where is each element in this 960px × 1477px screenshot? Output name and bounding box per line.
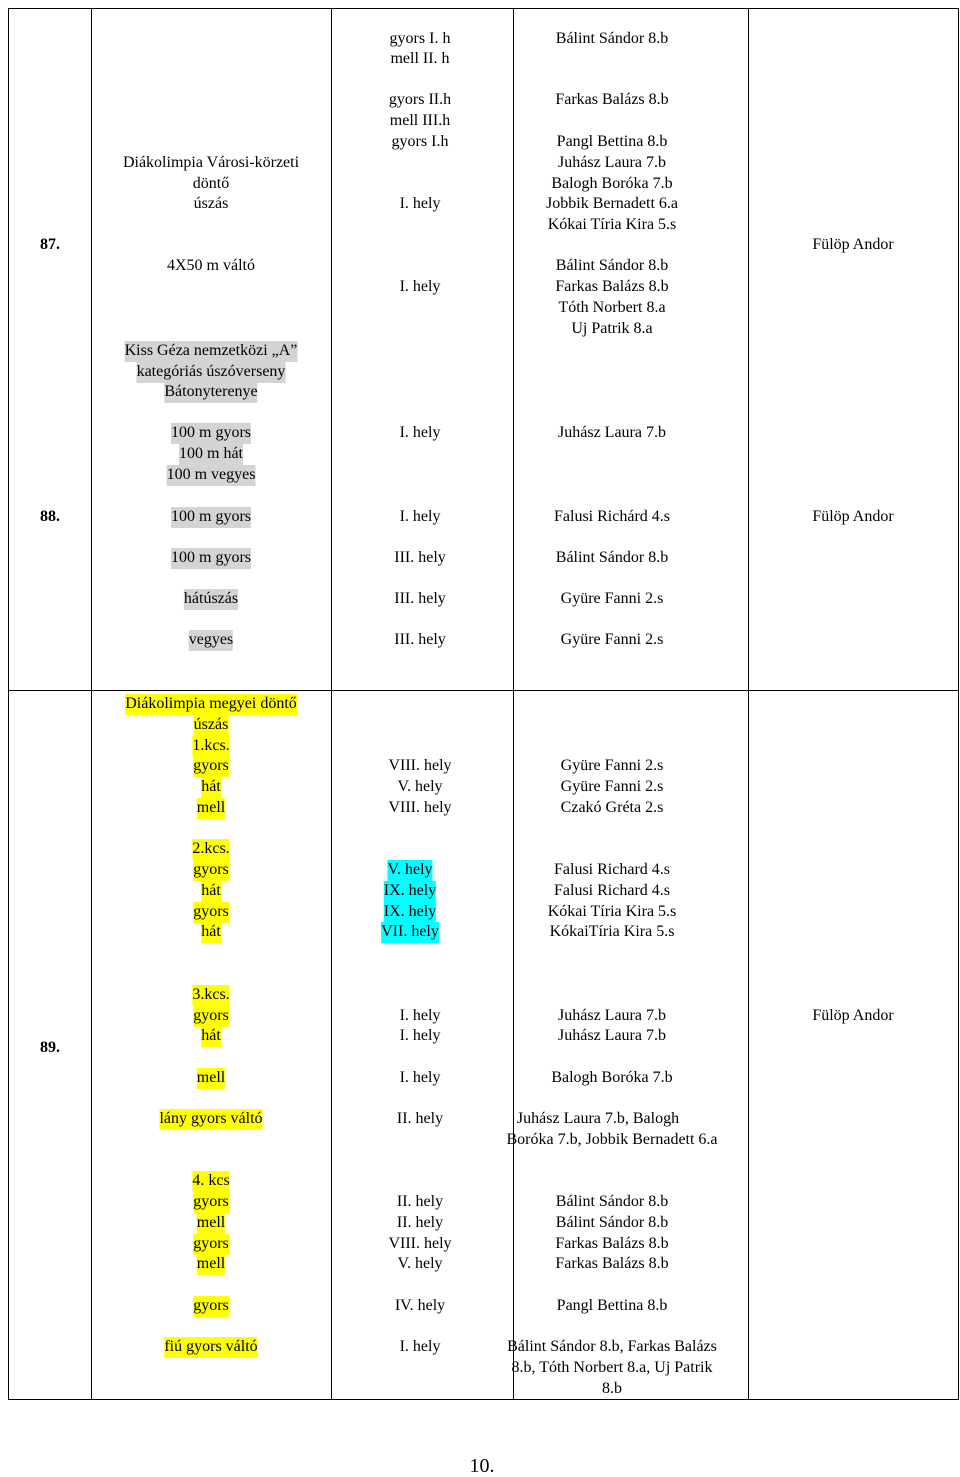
- student-name: Bálint Sándor 8.b: [555, 30, 669, 47]
- result-place: VIII. hely: [388, 757, 452, 774]
- event-name: mell: [197, 1213, 225, 1234]
- student-name: Pangl Bettina 8.b: [556, 1297, 668, 1314]
- column-divider: [513, 8, 514, 1400]
- student-name: Farkas Balázs 8.b: [555, 278, 669, 295]
- result-place: I. hely: [399, 508, 441, 525]
- row-divider: [8, 690, 959, 691]
- event-name: úszás: [193, 195, 229, 212]
- event-name: hátúszás: [184, 589, 238, 610]
- result-place: I. hely: [399, 1338, 441, 1355]
- event-name: gyors: [193, 860, 229, 881]
- student-name: Uj Patrik 8.a: [571, 320, 653, 337]
- event-name: hát: [201, 881, 221, 902]
- event-name: hát: [201, 777, 221, 798]
- student-name: Juhász Laura 7.b: [558, 154, 666, 171]
- event-name: Diákolimpia megyei döntő: [125, 694, 297, 715]
- entry-number: 87.: [40, 236, 60, 253]
- student-name: Gyüre Fanni 2.s: [560, 631, 664, 648]
- table-border-right: [958, 8, 959, 1400]
- entry-number: 88.: [40, 508, 60, 525]
- student-name: Bálint Sándor 8.b, Farkas Balázs: [507, 1338, 717, 1355]
- student-name: Czakó Gréta 2.s: [560, 799, 664, 816]
- event-name: 100 m gyors: [171, 423, 251, 444]
- event-name: mell: [197, 1068, 225, 1089]
- result-place: II. hely: [396, 1110, 444, 1127]
- student-name: Juhász Laura 7.b, Balogh: [516, 1110, 680, 1127]
- teacher-name: Fülöp Andor: [812, 508, 894, 525]
- result-place: VIII. hely: [388, 1235, 452, 1252]
- student-name: Kókai Tíria Kira 5.s: [547, 216, 677, 233]
- result-place: I. hely: [399, 1007, 441, 1024]
- teacher-name: Fülöp Andor: [812, 236, 894, 253]
- result-place: II. hely: [396, 1193, 444, 1210]
- event-name: 4. kcs: [192, 1171, 229, 1192]
- student-name: Falusi Richard 4.s: [554, 861, 670, 878]
- event-name: döntő: [192, 175, 230, 192]
- event-name: 100 m hát: [179, 444, 243, 465]
- event-name: úszás: [194, 715, 229, 736]
- event-name: mell: [197, 798, 225, 819]
- student-name: Jobbik Bernadett 6.a: [546, 195, 678, 212]
- event-name: hát: [201, 1026, 221, 1047]
- table-border-bottom: [8, 1399, 959, 1400]
- student-name: Boróka 7.b, Jobbik Bernadett 6.a: [506, 1131, 718, 1148]
- event-name: 3.kcs.: [192, 985, 229, 1006]
- event-name: 100 m gyors: [171, 548, 251, 569]
- result-place: I. hely: [399, 278, 441, 295]
- entry-number: 89.: [40, 1039, 60, 1056]
- result-place: V. hely: [397, 1255, 443, 1272]
- result-place: I. hely: [399, 1069, 441, 1086]
- result-place: gyors II.h: [388, 91, 452, 108]
- result-place: II. hely: [396, 1214, 444, 1231]
- event-name: Kiss Géza nemzetközi „A”: [125, 341, 298, 362]
- result-place: III. hely: [394, 590, 446, 607]
- event-name: gyors: [193, 756, 229, 777]
- student-name: Bálint Sándor 8.b: [555, 549, 669, 566]
- student-name: Farkas Balázs 8.b: [555, 1255, 669, 1272]
- event-name: 2.kcs.: [192, 839, 229, 860]
- result-place: I. hely: [399, 1027, 441, 1044]
- result-place: VII. hely: [381, 922, 439, 943]
- result-place: III. hely: [394, 549, 446, 566]
- event-name: 4X50 m váltó: [167, 257, 255, 274]
- result-place: mell III.h: [389, 112, 451, 129]
- student-name: Falusi Richard 4.s: [554, 882, 670, 899]
- student-name: KókaiTíria Kira 5.s: [549, 923, 675, 940]
- student-name: Juhász Laura 7.b: [558, 1027, 666, 1044]
- student-name: Farkas Balázs 8.b: [555, 91, 669, 108]
- student-name: 8.b, Tóth Norbert 8.a, Uj Patrik: [511, 1359, 713, 1376]
- student-name: Juhász Laura 7.b: [558, 1007, 666, 1024]
- column-divider: [331, 8, 332, 1400]
- table-border-top: [8, 8, 959, 9]
- event-name: lány gyors váltó: [159, 1109, 262, 1130]
- event-name: vegyes: [189, 630, 233, 651]
- student-name: Bálint Sándor 8.b: [555, 1214, 669, 1231]
- result-place: I. hely: [399, 195, 441, 212]
- student-name: Balogh Boróka 7.b: [551, 175, 673, 192]
- event-name: gyors: [193, 1192, 229, 1213]
- student-name: 8.b: [602, 1380, 622, 1397]
- event-name: fiú gyors váltó: [164, 1337, 257, 1358]
- event-name: Bátonyterenye: [164, 382, 257, 403]
- student-name: Farkas Balázs 8.b: [555, 1235, 669, 1252]
- result-place: V. hely: [397, 778, 443, 795]
- student-name: Gyüre Fanni 2.s: [560, 590, 664, 607]
- event-name: hát: [201, 922, 221, 943]
- event-name: mell: [197, 1254, 225, 1275]
- event-name: 1.kcs.: [192, 736, 229, 757]
- result-place: gyors I.h: [391, 133, 449, 150]
- event-name: kategóriás úszóverseny: [137, 362, 286, 383]
- result-place: IX. hely: [384, 881, 436, 902]
- student-name: Falusi Richárd 4.s: [554, 508, 670, 525]
- student-name: Bálint Sándor 8.b: [555, 257, 669, 274]
- result-place: mell II. h: [390, 50, 450, 67]
- student-name: Gyüre Fanni 2.s: [560, 778, 664, 795]
- event-name: 100 m vegyes: [167, 465, 256, 486]
- event-name: gyors: [193, 902, 229, 923]
- student-name: Gyüre Fanni 2.s: [560, 757, 664, 774]
- student-name: Kókai Tíria Kira 5.s: [547, 903, 677, 920]
- event-name: gyors: [193, 1296, 229, 1317]
- result-place: IX. hely: [384, 902, 436, 923]
- teacher-name: Fülöp Andor: [812, 1007, 894, 1024]
- student-name: Juhász Laura 7.b: [558, 424, 666, 441]
- result-place: VIII. hely: [388, 799, 452, 816]
- student-name: Tóth Norbert 8.a: [558, 299, 666, 316]
- result-place: gyors I. h: [389, 30, 451, 47]
- event-name: gyors: [193, 1234, 229, 1255]
- event-name: gyors: [193, 1006, 229, 1027]
- student-name: Bálint Sándor 8.b: [555, 1193, 669, 1210]
- column-divider: [748, 8, 749, 1400]
- table-border-left: [8, 8, 9, 1400]
- student-name: Balogh Boróka 7.b: [551, 1069, 673, 1086]
- event-name: 100 m gyors: [171, 507, 251, 528]
- result-place: IV. hely: [394, 1297, 446, 1314]
- student-name: Pangl Bettina 8.b: [556, 133, 668, 150]
- result-place: V. hely: [387, 860, 432, 881]
- result-place: III. hely: [394, 631, 446, 648]
- column-divider: [91, 8, 92, 1400]
- event-name: Diákolimpia Városi-körzeti: [122, 154, 300, 171]
- result-place: I. hely: [399, 424, 441, 441]
- page-number: 10.: [469, 1455, 495, 1477]
